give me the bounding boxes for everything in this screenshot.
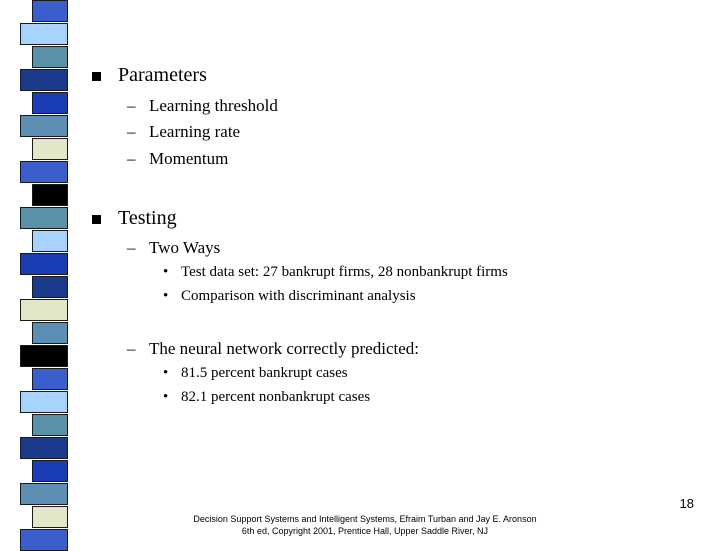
list-item-text: Learning threshold [149,96,278,115]
section-title-parameters: Parameters [118,64,207,86]
list-item: – Learning threshold [127,96,278,115]
list-item-text: Momentum [149,149,229,168]
stripe-band [20,69,68,91]
stripe-band [20,115,68,137]
list-item-text: Learning rate [149,122,241,141]
list-item: – Momentum [127,149,229,168]
stripe-band [20,483,68,505]
stripe-band [20,345,68,367]
stripe-band [20,437,68,459]
sub-list-item-text: 81.5 percent bankrupt cases [181,365,348,381]
sub-list-item: • Comparison with discriminant analysis [163,288,416,304]
page-number: 18 [679,496,694,511]
stripe-band [32,46,68,68]
sub-list-item: • 82.1 percent nonbankrupt cases [163,389,371,405]
sub-list-item-text: Test data set: 27 bankrupt firms, 28 nonbankrupt firms [181,264,508,280]
stripe-band [32,322,68,344]
stripe-band [20,391,68,413]
stripe-band [20,161,68,183]
sub-list-item: • 81.5 percent bankrupt cases [163,365,348,381]
stripe-band [32,184,68,206]
decorative-stripe [0,0,68,540]
stripe-band [20,23,68,45]
stripe-band [32,276,68,298]
list-item: – The neural network correctly predicted: [127,339,419,358]
stripe-band [32,230,68,252]
footer-line: Decision Support Systems and Intelligent Systems, Efraim Turban and Jay E. Aronson [193,514,537,524]
list-item: – Two Ways [127,238,221,257]
list-item-text: Two Ways [149,238,221,257]
stripe-band [32,92,68,114]
footer [170,513,560,537]
stripe-band [32,506,68,528]
footer-line: 6th ed, Copyright 2001, Prentice Hall, Upper Saddle River, NJ [241,526,489,536]
sub-list-item-text: Comparison with discriminant analysis [181,288,416,304]
list-item-text: The neural network correctly predicted: [149,339,419,358]
stripe-band [32,368,68,390]
sub-list-item-text: 82.1 percent nonbankrupt cases [181,389,371,405]
stripe-band [32,0,68,22]
bullet-square [92,72,101,81]
section-title-testing: Testing [118,207,177,229]
stripe-band [20,529,68,551]
bullet-square [92,215,101,224]
stripe-band [20,207,68,229]
stripe-band [32,460,68,482]
stripe-band [20,299,68,321]
stripe-band [32,414,68,436]
stripe-band [32,138,68,160]
sub-list-item: • Test data set: 27 bankrupt firms, 28 nonbankrupt firms [163,264,508,280]
list-item: – Learning rate [127,122,241,141]
stripe-band [20,253,68,275]
